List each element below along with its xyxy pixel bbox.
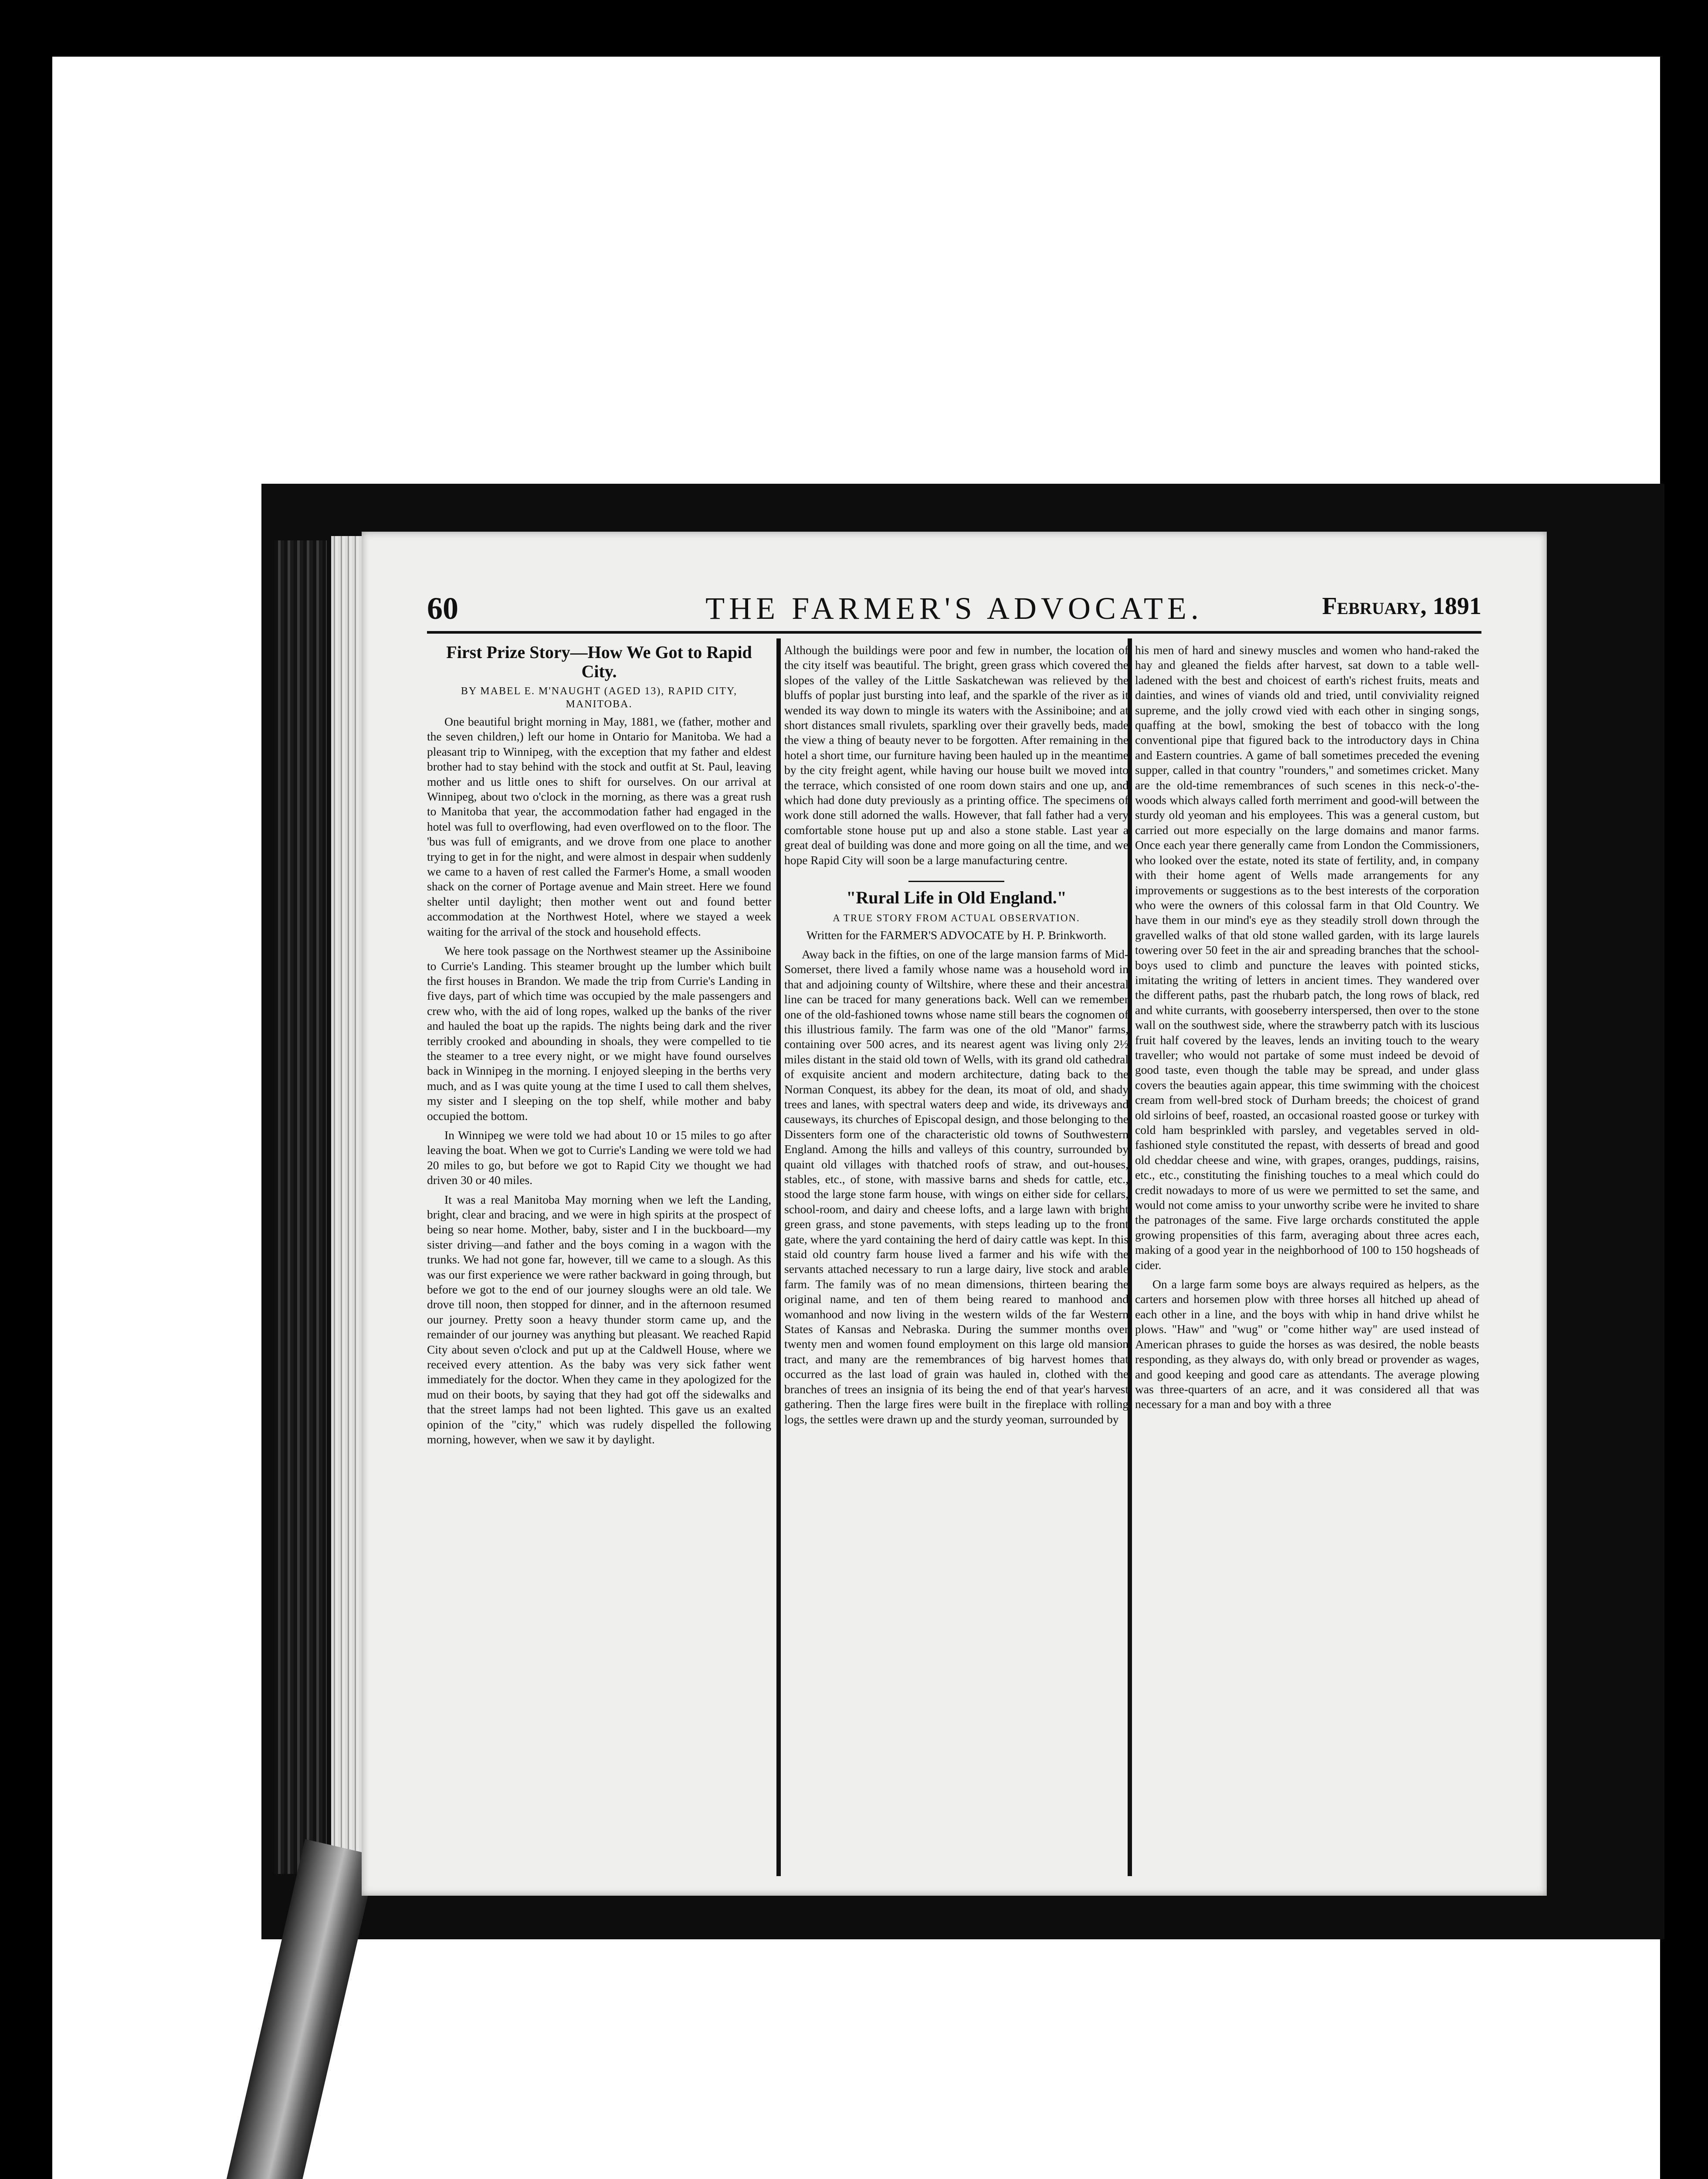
story-subtitle: A TRUE STORY FROM ACTUAL OBSERVATION. [833,913,1080,924]
story-title: First Prize Story—How We Got to Rapid City. [446,643,752,681]
header-rule [427,631,1481,634]
column-2 [784,643,1128,1872]
story-credit: Written for the FARMER'S ADVOCATE by H. P. Brinkworth. [806,928,1107,942]
paragraph: We here took passage on the Northwest steamer up the Assiniboine to Currie's Landing. This steamer brought up the lumber which built the first houses in Brandon. We made the trip from Currie's Landing in five days, part of which time was occupied by the male passengers and crew who, with the aid of long ropes, walked up the banks of the river and hauled the boat up the rapids. The nights being dark and the river terribly crooked and abounding in shoals, they were compelled to tie the steamer to a tree every night, or we might have found ourselves back in Winnipeg in the morning. I enjoyed sleeping in the berths very much, and as I was quite young at the time I used to call them shelves, my sister and I sleeping on the top shelf, while mother and baby occupied the bottom. [427,944,771,1123]
page-header [427,591,1481,630]
paragraph: Although the buildings were poor and few in number, the location of the city itself was beautiful. The bright, green grass which covered the slopes of the valley of the Little Saskatchewan was relieved by the bluffs of poplar just bursting into leaf, and the sparkle of the river as it wended its way down to mingle its waters with the Assiniboine; and at short distances small rivulets, sparkling over their gravelly beds, made the view a thing of beauty never to be forgotten. After remaining in the hotel a short time, our furniture having been hauled up in the meantime by the city freight agent, while having our house built we moved into the terrace, which consisted of one room down stairs and one up, and which had done duty previously as a printing office. The specimens of work done still adorned the walls. However, that fall father had a very comfortable stone house put up and also a stone stable. Last year a great deal of building was done and more going on all the time, and we hope Rapid City will soon be a large manufacturing centre. [784,643,1128,867]
page-edges [331,536,362,1891]
paragraph: It was a real Manitoba May morning when we left the Landing, bright, clear and bracing, and we were in high spirits at the prospect of being so near home. Mother, baby, sister and I in the buckboard—my sister driving—and father and the boys coming in a wagon with the trunks. We had not gone far, however, till we came to a slough. As this was our first experience we were rather backward in going through, but before we got to the end of our journey sloughs were an old tale. We drove till noon, then stopped for dinner, and in the afternoon resumed our journey. Pretty soon a heavy thunder storm came up, and the remainder of our journey was anything but pleasant. We reached Rapid City about seven o'clock and put up at the Caldwell House, where we received every attention. As the baby was very sick father went immediately for the doctor. When they came in they apologized for the mud on their boots, by saying that they had got off the sidewalks and that the street lamps had not been lighted. This gave us an exalted opinion of the "city," which was rudely dispelled the following morning, however, when we saw it by daylight. [427,1192,771,1446]
column-rule [776,638,781,1876]
masthead: THE FARMER'S ADVOCATE. [705,591,1203,626]
paragraph: One beautiful bright morning in May, 1881, we (father, mother and the seven children,) left our home in Ontario for Manitoba. We had a pleasant trip to Winnipeg, with the exception that my father and eldest brother had to stay behind with the stock and outfit at St. Paul, leaving mother and us little ones to shift for ourselves. On our arrival at Winnipeg, about two o'clock in the morning, as there was a great rush to Manitoba that year, the accommodation father had engaged in the hotel was full to overflowing, had even overflowed on to the floor. The 'bus was full of emigrants, and we drove from one place to another trying to get in for the night, and were almost in despair when suddenly we came to a haven of rest called the Farmer's Home, a small wooden shack on the corner of Portage avenue and Main street. Here we found shelter until daylight; then mother went out and found better accommodation at the Northwest Hotel, where we stayed a week waiting for the arrival of the stock and household effects. [427,715,771,938]
story-byline: BY MABEL E. M'NAUGHT (AGED 13), RAPID CITY, MANITOBA. [461,686,738,710]
paragraph: On a large farm some boys are always required as helpers, as the carters and horsemen plow with three horses all hitched up ahead of each other in a line, and the boys with whip in hand drive whilst he plows. "Haw" and "wug" or "come hither way" are used instead of American phrases to guide the horses as was desired, the noble beasts responding, as they always do, with only bread or provender as wages, and good keeping and good care as attendants. The average plowing was three-quarters of an acre, and it was considered all that was necessary for a man and boy with a three [1135,1277,1479,1411]
paragraph: In Winnipeg we were told we had about 10 or 15 miles to go after leaving the boat. When we got to Currie's Landing we were told we had 20 miles to go, but before we got to Rapid City we thought we had driven 30 or 40 miles. [427,1128,771,1187]
paragraph-continued: his men of hard and sinewy muscles and women who hand-raked the hay and gleaned the fields after harvest, sat down to a table well-ladened with the best and choicest of earth's richest fruits, meats and dainties, and wines of viands old and tried, until conviviality reigned supreme, and the jolly crowd vied with each other in singing songs, quaffing at the bowl, smoking the best of tobacco with the long conventional pipe that figured back to the introductory days in China and Eastern countries. A game of ball sometimes preceded the evening supper, called in that country "rounders," and sometimes cricket. Many are the old-time remembrances of such scenes in this neck-o'-the-woods which always called forth merriment and good-will between the sturdy old yeoman and his employees. This was a general custom, but carried out more especially on the large domains and manor farms. Once each year there generally came from London the Commissioners, who looked over the estate, noted its state of fertility, and, in company with their home agent of Wells made arrangements for any improvements or suggestions as to the best interests of the corporation who were the owners of this colossal farm in that Old Country. We have them in our mind's eye as they steadily stroll down through the gravelled walks of that old stone walled garden, with its large laurels towering over 50 feet in the air and spreading branches that the school-boys used to climb and puncture the leaves with pointed sticks, imitating the writing of letters in ancient times. They wandered over the different paths, past the rhubarb patch, the long rows of black, red and white currants, with gooseberry interspersed, then over to the stone wall on the southwest side, where the strawberry patch with its luscious fruit half covered by the leaves, lends an inviting touch to the weary traveller; who would not partake of some must indeed be devoid of good taste, even though the table may be spread, and under glass covers the beauties again appear, this time swimming with the choicest cream from well-bred stock of Durham breeds; the choicest of grand old sirloins of beef, roasted, an occasional roasted goose or turkey with cold ham besprinkled with parsley, and vegetables served in old-fashioned style constituted the repast, with desserts of bread and good old cheddar cheese and wine, with grapes, oranges, puddings, raisins, etc., etc., constituting the finishing touches to a meal which could do credit nowadays to more of us were we permitted to set the same, and would not come amiss to your unworthy scribe were he invited to share the patronages of the same. Five large orchards constituted the apple growing propensities of this farm, averaging about three acres each, making of a good year in the neighborhood of 100 to 150 hogsheads of cider. [1135,643,1479,1272]
column-3 [1135,643,1479,1872]
page-number: 60 [427,591,458,626]
column-1 [427,643,771,1872]
book-spine-edge [274,540,327,1874]
section-divider [908,881,1004,882]
story-title: "Rural Life in Old England." [846,888,1067,908]
paragraph: Away back in the fifties, on one of the large mansion farms of Mid-Somerset, there lived a family whose name was a household word in that and adjoining county of Wiltshire, where these and their ancestral line can be traced for many generations back. Well can we remember one of the old-fashioned towns whose name still bears the cognomen of this illustrious family. The farm was one of the old "Manor" farms, containing over 500 acres, and its nearest agent was living only 2½ miles distant in the staid old town of Wells, with its grand old cathedral of exquisite ancient and modern architecture, dating back to the Norman Conquest, its abbey for the dean, its moat of old, and shady trees and lanes, with spectral waters deep and wide, its driveways and causeways, its churches of Episcopal design, and those belonging to the Dissenters form one of the characteristic old towns of Southwestern England. Among the hills and valleys of this country, surrounded by quaint old villages with thatched roofs of straw, and out-houses, stables, etc., of stone, with massive barns and sheds for cattle, etc., stood the large stone farm house, with wings on either side for cellars, school-room, and dairy and cheese lofts, and a large lawn with bright green grass, and stone pavements, with steps leading up to the front gate, where the yard containing the herd of dairy cattle was kept. In this staid old country farm house lived a farmer and his wife with the servants attached necessary to run a large dairy, live stock and arable farm. The family was of no mean dimensions, thirteen bearing the original name, and ten of them being reared to manhood and womanhood and now living in the western wilds of the far Western States of Kansas and Nebraska. During the summer months over twenty men and women found employment on this large old mansion tract, and many are the remembrances of big harvest homes that occurred as the last load of grain was hauled in, clothed with the branches of trees an insignia of its being the end of that year's harvest gathering. Then the large fires were built in the fireplace with rolling logs, the settles were drawn up and the sturdy yeoman, surrounded by [784,947,1128,1426]
issue-date: February, 1891 [1322,593,1481,620]
